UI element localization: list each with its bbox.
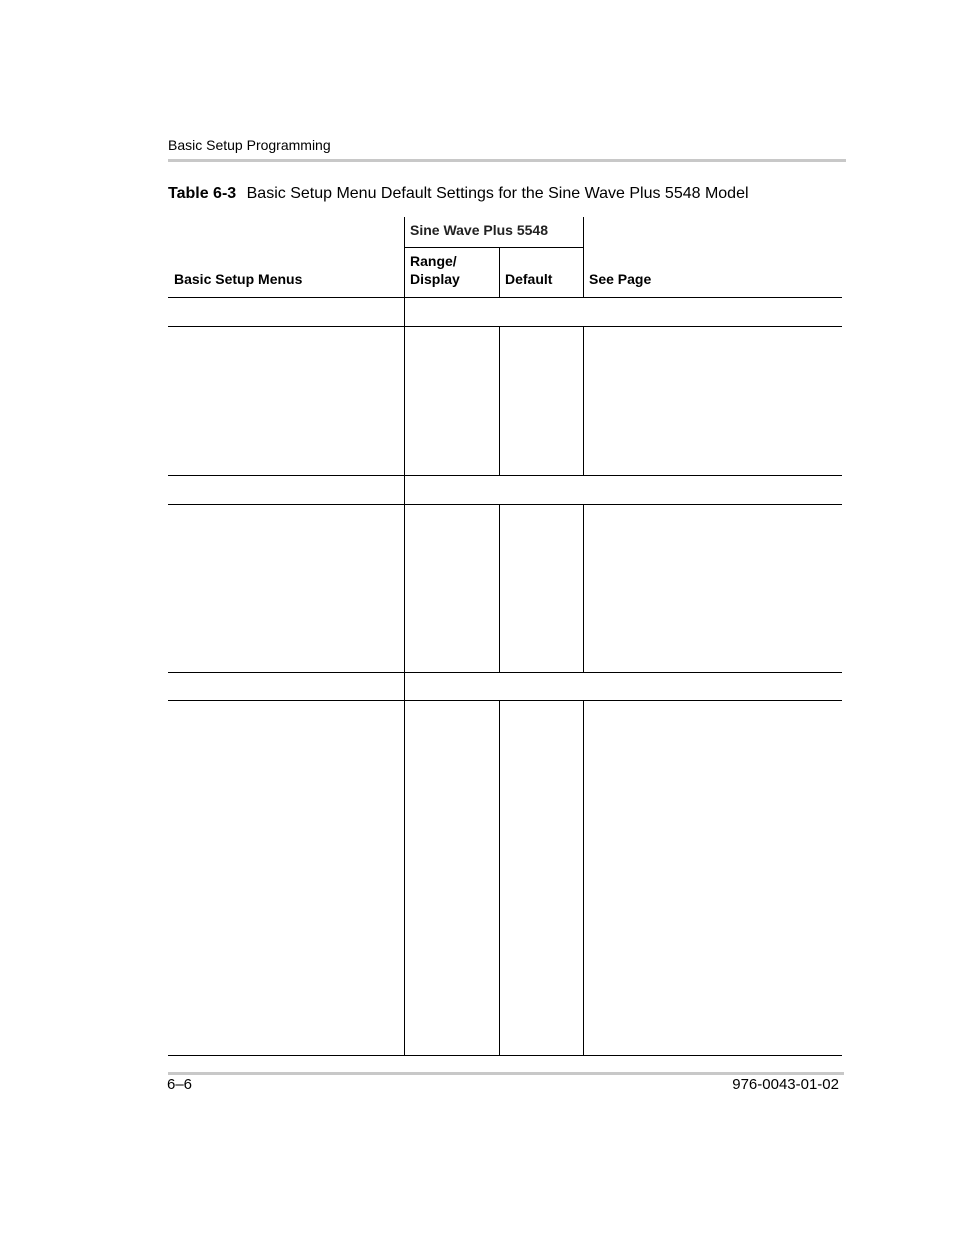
column-divider <box>404 217 405 1056</box>
group-header-rule <box>404 247 583 248</box>
header-rule <box>168 159 846 162</box>
column-header-range: Range/ Display <box>410 253 460 287</box>
row-rule <box>168 672 842 673</box>
column-header-default: Default <box>505 271 553 287</box>
column-header-see-page: See Page <box>589 271 652 287</box>
page-number: 6–6 <box>167 1076 193 1093</box>
column-divider <box>499 700 500 1056</box>
column-header-menus: Basic Setup Menus <box>174 271 303 287</box>
row-rule <box>168 504 842 505</box>
row-rule <box>168 326 842 327</box>
running-header: Basic Setup Programming <box>168 137 331 153</box>
column-divider <box>583 700 584 1056</box>
table-number: Table 6-3 <box>168 185 237 202</box>
column-divider <box>583 326 584 476</box>
row-rule <box>168 475 842 476</box>
column-divider <box>499 504 500 673</box>
column-divider <box>499 247 500 298</box>
column-divider <box>583 504 584 673</box>
row-rule <box>168 700 842 701</box>
document-number: 976-0043-01-02 <box>732 1076 839 1093</box>
column-divider <box>583 217 584 298</box>
table-bottom-rule <box>168 1055 842 1056</box>
column-group-header: Sine Wave Plus 5548 <box>410 222 548 238</box>
table-title: Basic Setup Menu Default Settings for the Sine Wave Plus 5548 Model <box>246 185 749 202</box>
footer-rule <box>168 1072 844 1075</box>
header-bottom-rule <box>168 297 842 298</box>
column-divider <box>499 326 500 476</box>
table-caption <box>168 185 749 203</box>
